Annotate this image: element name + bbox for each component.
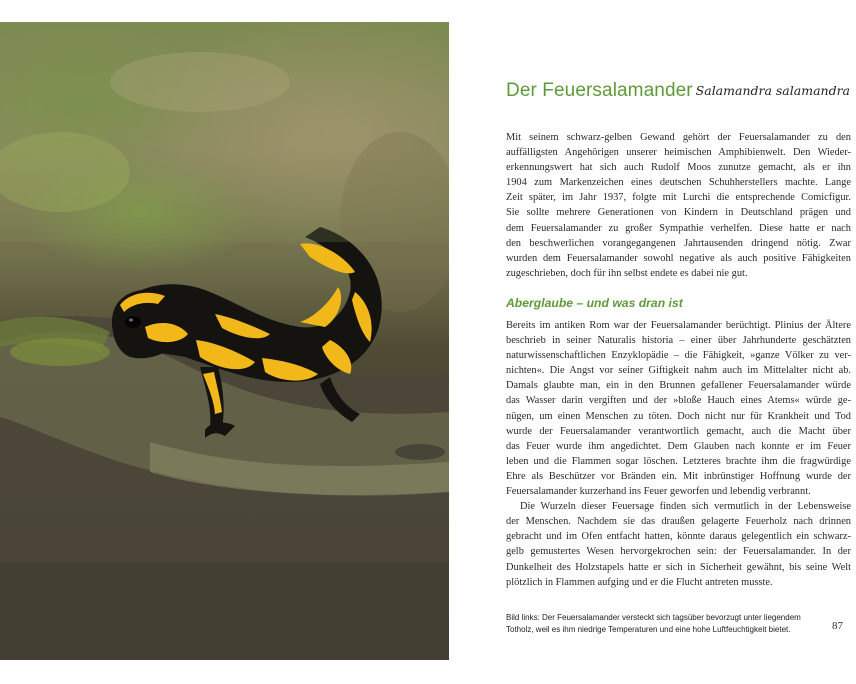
text-line: Feuersalamander kurzerhand ins Feuer geworfen und lebendig verbrannt.: [506, 486, 811, 498]
page-number: 87: [832, 620, 843, 632]
caption-line: Totholz, weil es ihm niedrige Temperaturen und eine hohe Luftfeuchtigkeit bietet.: [506, 624, 791, 634]
text-line: naturwissenschaftlichen Enzyklopädie – die Fähigkeit, »ganze Völker zu ver-: [506, 350, 851, 362]
text-line: nügen, um einen Menschen zu töten. Doch nicht nur für Krankheit und Tod: [506, 410, 851, 422]
text-line: 1904 zum Markenzeichen eines deutschen Schuhherstellers machte. Lange: [506, 177, 851, 189]
text-line: Die Wurzeln dieser Feuersage finden sich vermutlich in der Lebensweise: [520, 501, 851, 513]
text-line: Damals glaubte man, ein in den Brunnen gefallener Feuersalamander würde: [506, 380, 851, 392]
salamander-photo: [0, 22, 449, 660]
text-line: leben und die Flammen sogar löschen. Letzteres brachte ihm die fragwürdige: [506, 455, 851, 467]
text-line: wurden dem Feuersalamander sowohl negative als auch positive Fähigkeiten: [506, 252, 851, 264]
text-line: den beschwerlichen vorangegangenen Jahrtausenden dringend nötig. Zwar: [506, 237, 851, 249]
text-line: das Wasser darin vergiften und der »bloße Hauch eines Atems« würde ge-: [506, 395, 851, 407]
text-line: das Feuer wurde ihm angedichtet. Dem Glauben nach konnte er im Feuer: [506, 440, 851, 452]
text-line: Bereits im antiken Rom war der Feuersalamander berüchtigt. Plinius der Ältere: [506, 320, 851, 331]
text-line: nichten«. Die Angst vor seiner Giftigkeit nahm auch im Mittelalter nicht ab.: [506, 365, 851, 377]
salamander-illustration: [0, 22, 449, 660]
text-line: beschrieb in seiner Naturalis historia – einer über Jahrhunderte geschätzten: [506, 335, 851, 347]
text-line: gebracht und im Ofen entfacht hatten, könnte daraus gelegentlich ein schwarz-: [506, 531, 851, 543]
text-line: auffälligsten Angehörigen unserer heimischen Amphibienwelt. Den Wieder-: [506, 147, 851, 159]
body-paragraphs: [506, 318, 851, 590]
text-line: Sie sollte mehrere Generationen von Kindern in Deutschland prägen und: [506, 207, 851, 219]
text-line: erkennungswert hat sich auch Rudolf Moos zunutze gemacht, als er ihn: [506, 162, 851, 174]
text-line: wurde der Feuersalamander verantwortlich gemacht, auch die Macht über: [506, 425, 851, 437]
text-line: Mit seinem schwarz-gelben Gewand gehört der Feuersalamander zu den: [506, 132, 851, 143]
latin-name: Salamandra salamandra: [695, 83, 850, 98]
intro-paragraph: [506, 130, 851, 281]
text-line: Zeit später, im Jahr 1937, folgte mit Lurchi die entsprechende Comicfigur.: [506, 192, 851, 204]
section-heading: Aberglaube – und was dran ist: [506, 296, 683, 310]
text-line: plötzlich in Flammen aufging und er die Flucht antreten musste.: [506, 576, 773, 588]
text-line: dem Feuersalamander zu großer Sympathie verhelfen. Diese hatte er nach: [506, 222, 851, 234]
article-title: Der Feuersalamander: [506, 80, 693, 101]
text-line: Ehre als Beschützer vor Bränden ein. Mit inbrünstiger Hoffnung wurde der: [506, 470, 851, 482]
text-line: zugeschrieben, doch für ihn selbst endete es dabei nie gut.: [506, 267, 748, 279]
text-line: der Menschen. Nachdem sie das draußen gelagerte Feuerholz nach drinnen: [506, 516, 851, 528]
text-line: gelb gemustertes Wesen hervorgekrochen sein: der Feuersalamander. In der: [506, 546, 851, 558]
caption-line: Bild links: Der Feuersalamander versteckt sich tagsüber bevorzugt unter liegendem: [506, 613, 801, 622]
text-line: Dunkelheit des Holzstapels hatte er sich in Sicherheit gewähnt, bis seine Welt: [506, 561, 851, 573]
photo-caption: [506, 612, 806, 635]
